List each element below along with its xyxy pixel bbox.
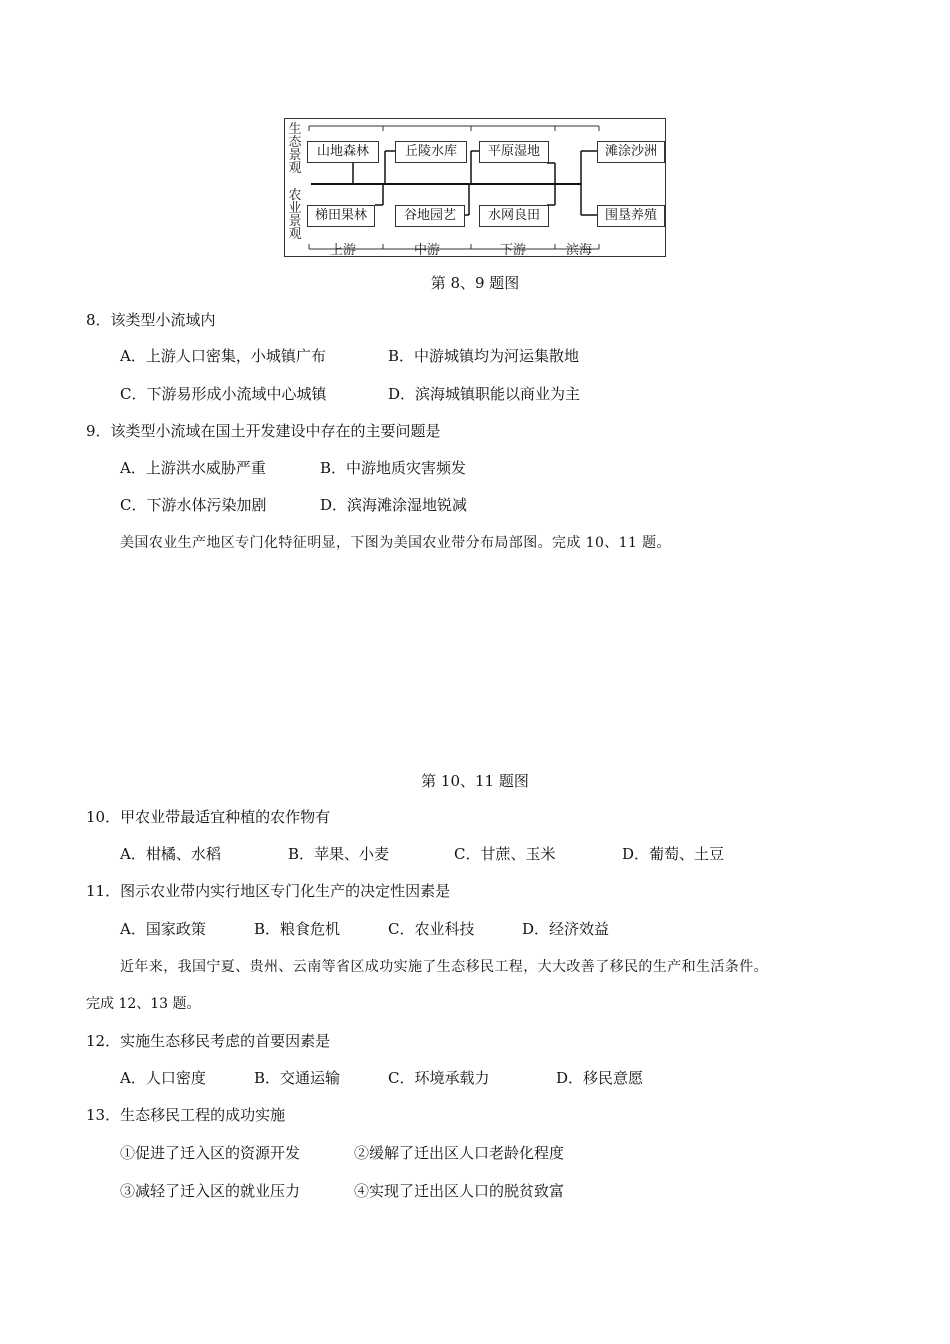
q13-statement-3: ③减轻了迁入区的就业压力 (120, 1182, 301, 1200)
q13-statement-1: ①促进了迁入区的资源开发 (120, 1144, 301, 1162)
q8-stem: 8．该类型小流域内 (86, 311, 216, 329)
q13-statement-4: ④实现了迁出区人口的脱贫致富 (354, 1182, 565, 1200)
intro-q10-11: 美国农业生产地区专门化特征明显，下图为美国农业带分布局部图。完成 10、11 题。 (120, 535, 671, 551)
q12-option-d: D．移民意愿 (556, 1069, 644, 1087)
q12-option-c: C．环境承载力 (388, 1069, 490, 1087)
q10-option-c: C．甘蔗、玉米 (454, 845, 556, 863)
q8-option-b: B．中游城镇均为河运集散地 (388, 347, 580, 365)
q9-stem: 9．该类型小流域在国土开发建设中存在的主要问题是 (86, 422, 441, 440)
figure1-caption: 第 8、9 题图 (430, 274, 520, 292)
q11-stem: 11．图示农业带内实行地区专门化生产的决定性因素是 (86, 882, 451, 900)
q9-option-a: A．上游洪水威胁严重 (120, 459, 266, 477)
intro-q12-13-line1: 近年来，我国宁夏、贵州、云南等省区成功实施了生态移民工程，大大改善了移民的生产和生活条件。 (120, 959, 768, 975)
q13-stem: 13．生态移民工程的成功实施 (86, 1106, 286, 1124)
zone-upstream: 上游 (329, 243, 356, 258)
agri-box-reclamation-aquaculture: 围垦养殖 (597, 205, 665, 227)
agri-box-paddy-field: 水网良田 (479, 205, 549, 227)
eco-box-hill-reservoir: 丘陵水库 (395, 141, 467, 163)
q11-option-c: C．农业科技 (388, 920, 475, 938)
q11-option-d: D．经济效益 (522, 920, 610, 938)
q10-option-b: B．苹果、小麦 (288, 845, 390, 863)
q11-option-a: A．国家政策 (120, 920, 206, 938)
q13-statement-2: ②缓解了迁出区人口老龄化程度 (354, 1144, 565, 1162)
q12-option-b: B．交通运输 (254, 1069, 341, 1087)
q8-option-d: D．滨海城镇职能以商业为主 (388, 385, 581, 403)
intro-q12-13-line2: 完成 12、13 题。 (86, 996, 201, 1012)
q9-option-c: C．下游水体污染加剧 (120, 496, 267, 514)
eco-box-mountain-forest: 山地森林 (307, 141, 379, 163)
watershed-landscape-diagram (284, 118, 666, 257)
zone-midstream: 中游 (413, 243, 440, 258)
q11-option-b: B．粮食危机 (254, 920, 341, 938)
q12-stem: 12．实施生态移民考虑的首要因素是 (86, 1032, 331, 1050)
q10-option-a: A．柑橘、水稻 (120, 845, 221, 863)
agri-box-valley-horticulture: 谷地园艺 (395, 205, 465, 227)
agri-landscape-label: 农业景观 (288, 188, 302, 242)
q9-option-d: D．滨海滩涂湿地锐减 (320, 496, 468, 514)
zone-downstream: 下游 (499, 243, 526, 258)
eco-box-tidal-flat: 滩涂沙洲 (597, 141, 665, 163)
zone-coastal: 滨海 (565, 243, 592, 258)
eco-landscape-label: 生态景观 (288, 122, 302, 176)
q8-option-a: A．上游人口密集，小城镇广布 (120, 347, 326, 365)
q10-option-d: D．葡萄、土豆 (622, 845, 725, 863)
diagram-lines (285, 119, 665, 256)
agri-box-terrace-orchard: 梯田果林 (307, 205, 375, 227)
q8-option-c: C．下游易形成小流域中心城镇 (120, 385, 327, 403)
eco-box-plain-wetland: 平原湿地 (479, 141, 549, 163)
q12-option-a: A．人口密度 (120, 1069, 206, 1087)
figure2-caption: 第 10、11 题图 (421, 772, 529, 790)
q9-option-b: B．中游地质灾害频发 (320, 459, 467, 477)
q10-stem: 10．甲农业带最适宜种植的农作物有 (86, 808, 331, 826)
